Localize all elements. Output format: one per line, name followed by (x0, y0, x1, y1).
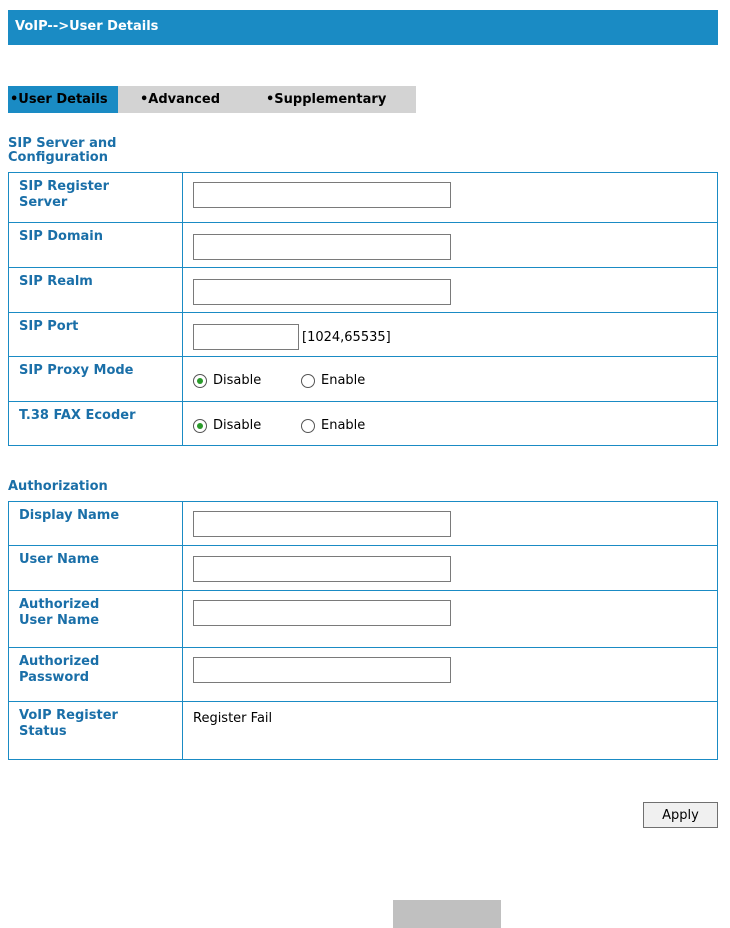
proxy-mode-disable-radio[interactable] (193, 373, 261, 388)
sip-section-title-line1: SIP Server and (8, 136, 117, 151)
label-line: Authorized (19, 654, 100, 669)
value-cell (183, 502, 718, 546)
tab-supplementary[interactable]: •Supplementary (266, 92, 387, 107)
table-row (9, 502, 718, 546)
sip-realm-input[interactable] (193, 279, 451, 305)
sip-port-range-hint: [1024,65535] (302, 330, 391, 345)
radio-label: Enable (321, 373, 366, 388)
authorization-table (8, 501, 718, 760)
authorized-password-label (9, 648, 183, 702)
fax-disable-radio[interactable] (193, 418, 261, 433)
sip-config-table (8, 172, 718, 446)
radio-label: Disable (213, 373, 262, 388)
table-row (9, 402, 718, 446)
value-cell (183, 173, 718, 223)
table-row (9, 702, 718, 760)
proxy-mode-enable-radio[interactable] (301, 373, 365, 388)
label-line: Status (19, 724, 67, 739)
sip-port-input[interactable] (193, 324, 299, 350)
radio-label: Enable (321, 418, 366, 433)
sip-register-server-label (9, 173, 183, 223)
value-cell (183, 591, 718, 648)
authorized-user-name-input[interactable] (193, 600, 451, 626)
table-row (9, 591, 718, 648)
value-cell (183, 648, 718, 702)
label-line: VoIP Register (19, 708, 118, 723)
page-header (8, 10, 718, 45)
display-name-input[interactable] (193, 511, 451, 537)
radio-unselected-icon (301, 374, 315, 388)
footer-gray-block (393, 900, 501, 928)
table-row (9, 546, 718, 591)
radio-selected-icon (193, 374, 207, 388)
tab-advanced[interactable]: •Advanced (140, 92, 221, 107)
auth-section-title: Authorization (8, 479, 108, 494)
sip-proxy-mode-label: SIP Proxy Mode (9, 357, 183, 402)
value-cell (183, 313, 718, 357)
fax-enable-radio[interactable] (301, 418, 365, 433)
sip-port-label: SIP Port (9, 313, 183, 357)
sip-domain-input[interactable] (193, 234, 451, 260)
table-row (9, 268, 718, 313)
label-line: Password (19, 670, 90, 685)
user-name-label: User Name (9, 546, 183, 591)
value-cell (183, 223, 718, 268)
table-row (9, 313, 718, 357)
value-cell (183, 268, 718, 313)
label-line: User Name (19, 613, 100, 628)
value-cell (183, 357, 718, 402)
authorized-password-input[interactable] (193, 657, 451, 683)
value-cell (183, 702, 718, 760)
value-cell (183, 546, 718, 591)
sip-section-title (8, 137, 116, 165)
sip-realm-label: SIP Realm (9, 268, 183, 313)
sip-register-server-input[interactable] (193, 182, 451, 208)
voip-register-status-value: Register Fail (193, 711, 273, 726)
value-cell (183, 402, 718, 446)
voip-register-status-label (9, 702, 183, 760)
display-name-label: Display Name (9, 502, 183, 546)
fax-ecoder-label: T.38 FAX Ecoder (9, 402, 183, 446)
label-line: Authorized (19, 597, 100, 612)
sip-section-title-line2: Configuration (8, 150, 108, 165)
apply-button[interactable]: Apply (643, 802, 718, 828)
table-row (9, 223, 718, 268)
user-name-input[interactable] (193, 556, 451, 582)
table-row (9, 648, 718, 702)
tab-bar (8, 86, 416, 113)
table-row (9, 357, 718, 402)
sip-domain-label: SIP Domain (9, 223, 183, 268)
radio-selected-icon (193, 419, 207, 433)
radio-label: Disable (213, 418, 262, 433)
page-title: VoIP-->User Details (15, 19, 159, 34)
label-line: SIP Register (19, 179, 110, 194)
tab-user-details[interactable]: •User Details (8, 86, 118, 113)
label-line: Server (19, 195, 68, 210)
table-row (9, 173, 718, 223)
radio-unselected-icon (301, 419, 315, 433)
authorized-user-name-label (9, 591, 183, 648)
